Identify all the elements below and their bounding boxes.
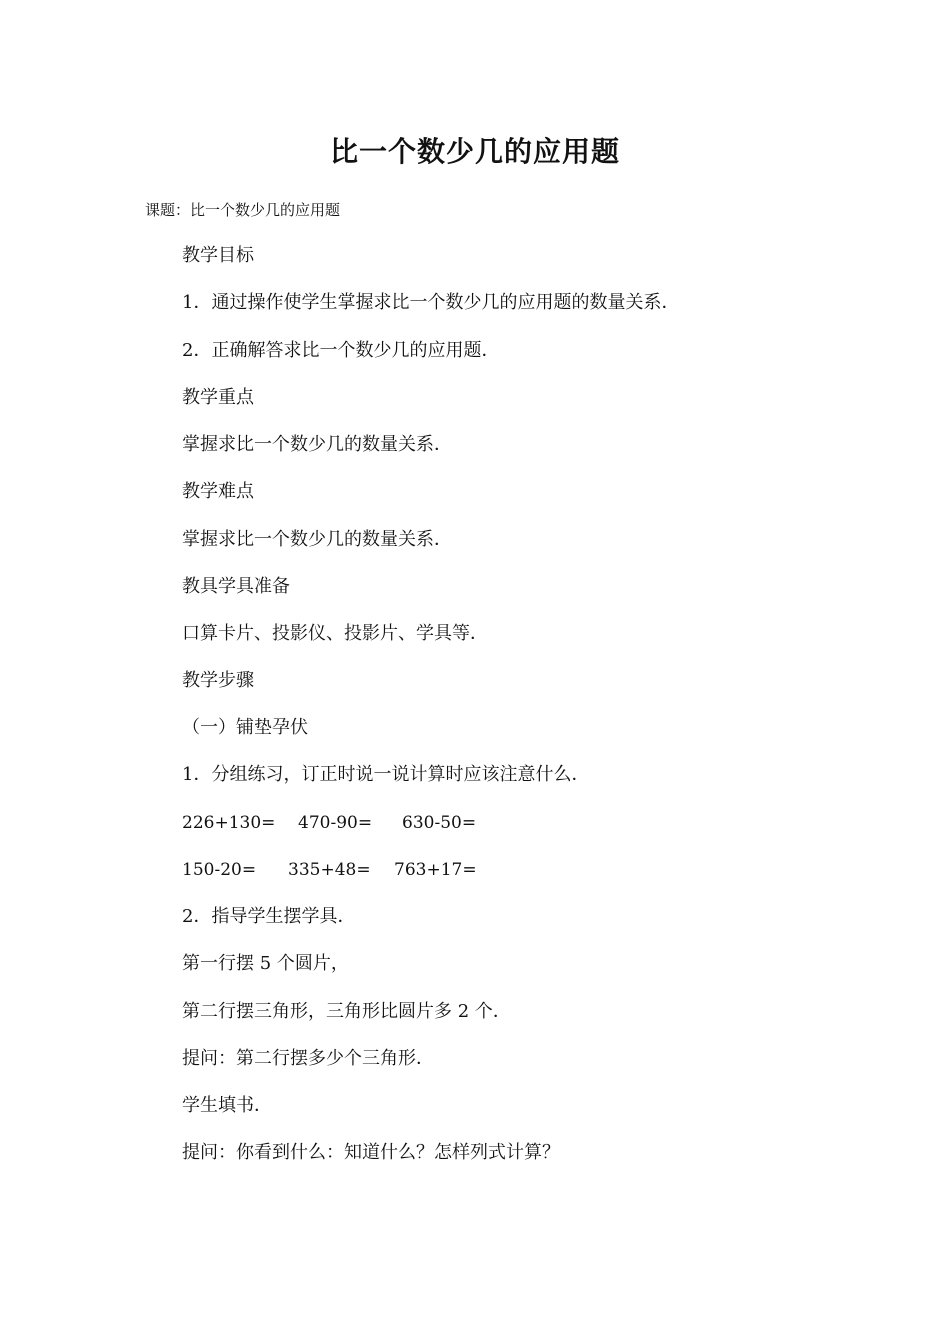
goal-item-1: 1．通过操作使学生掌握求比一个数少几的应用题的数量关系． [182, 292, 680, 313]
calc-expression: 630-50= [402, 813, 477, 833]
heading-teaching-goals: 教学目标 [182, 245, 254, 266]
difficulty-text: 掌握求比一个数少几的数量关系． [182, 529, 452, 550]
calc-expression: 150-20= [182, 860, 257, 880]
subject-line: 课题：比一个数少几的应用题 [145, 201, 341, 219]
goal-item-2: 2．正确解答求比一个数少几的应用题． [182, 340, 500, 361]
calc-row-2 [182, 859, 477, 881]
heading-materials: 教具学具准备 [182, 576, 290, 597]
heading-steps: 教学步骤 [182, 670, 254, 691]
instruction-row-2: 第二行摆三角形，三角形比圆片多 2 个． [182, 1001, 511, 1022]
heading-difficulties: 教学难点 [182, 481, 254, 502]
step-item-1: 1．分组练习，订正时说一说计算时应该注意什么． [182, 764, 590, 785]
key-point-text: 掌握求比一个数少几的数量关系． [182, 434, 452, 455]
materials-text: 口算卡片、投影仪、投影片、学具等． [182, 623, 488, 644]
question-2: 提问：你看到什么：知道什么？怎样列式计算？ [182, 1142, 560, 1163]
calc-expression: 470-90= [298, 813, 373, 833]
document-title: 比一个数少几的应用题 [329, 135, 620, 168]
calc-row-1 [182, 812, 476, 834]
step-item-2: 2．指导学生摆学具． [182, 906, 356, 927]
calc-expression: 335+48= [288, 860, 371, 880]
step-section-1: （一）铺垫孕伏 [182, 717, 308, 738]
heading-key-points: 教学重点 [182, 387, 254, 408]
student-activity: 学生填书． [182, 1095, 272, 1116]
instruction-row-1: 第一行摆 5 个圆片， [182, 953, 349, 974]
question-1: 提问：第二行摆多少个三角形． [182, 1048, 434, 1069]
calc-expression: 763+17= [394, 860, 477, 880]
calc-expression: 226+130= [182, 813, 276, 833]
